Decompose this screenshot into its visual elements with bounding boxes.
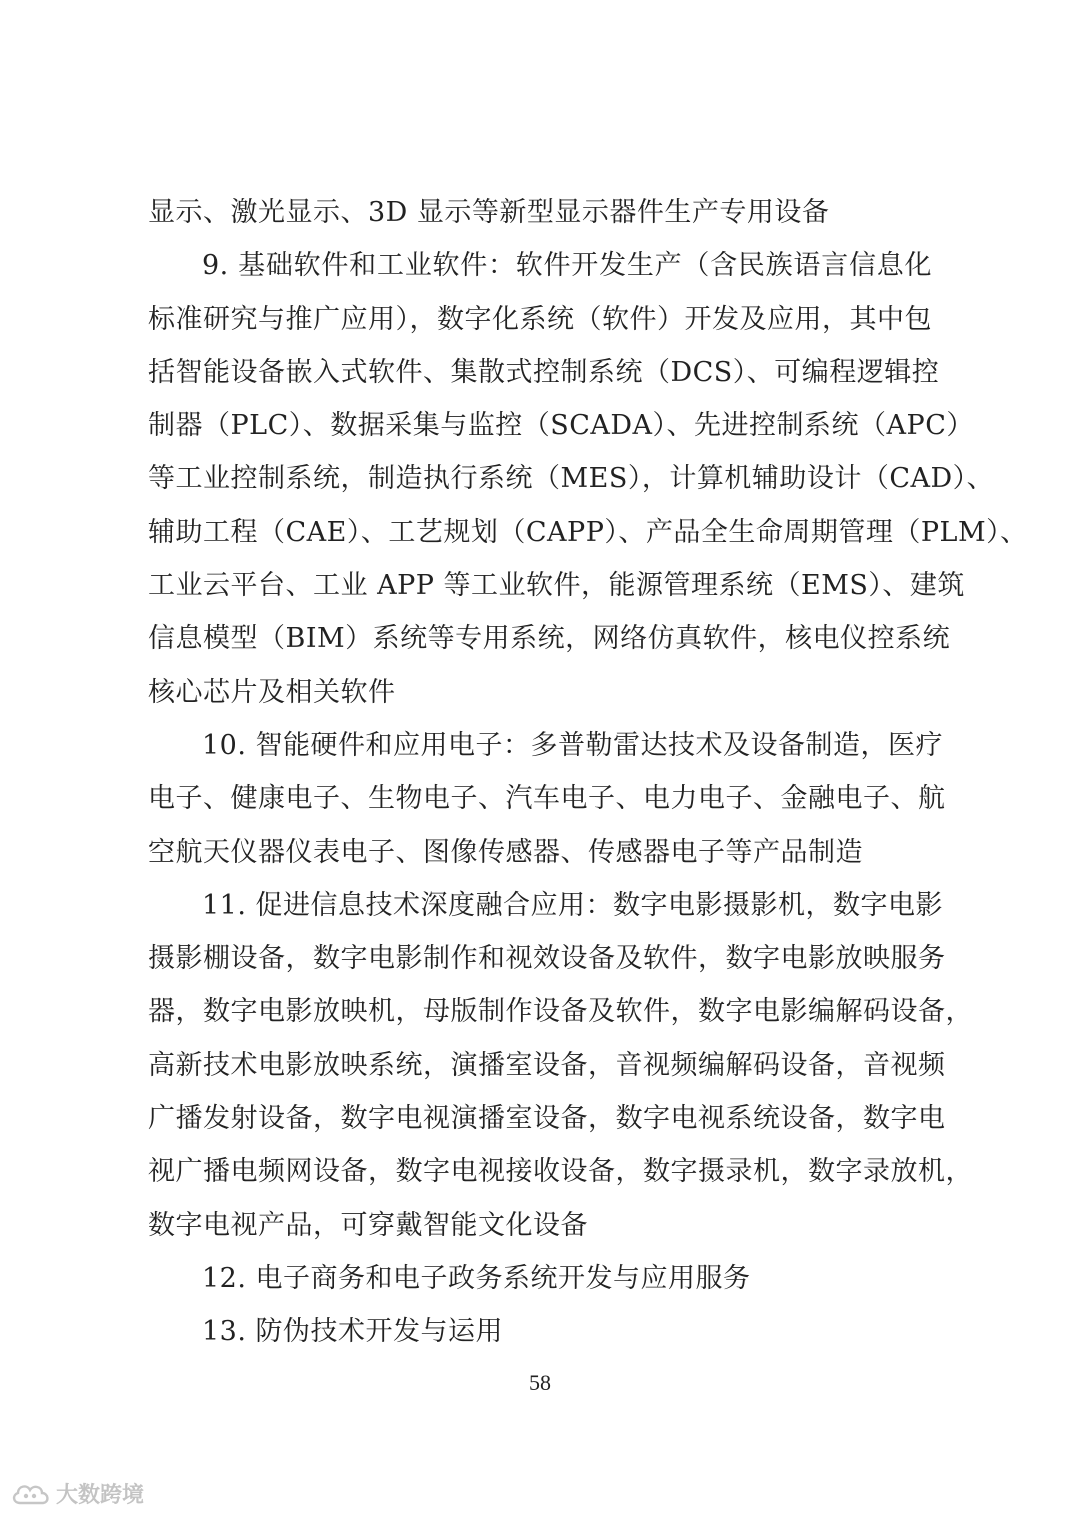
text-line: 器，数字电影放映机，母版制作设备及软件，数字电影编解码设备， — [148, 996, 973, 1028]
text-line: 电子、健康电子、生物电子、汽车电子、电力电子、金融电子、航 — [148, 783, 946, 815]
document-body — [148, 186, 1028, 1359]
watermark-text: 大数跨境 — [56, 1483, 145, 1508]
text-line: 工业云平台、工业 APP 等工业软件，能源管理系统（EMS）、建筑 — [148, 570, 965, 602]
text-line: 11. 促进信息技术深度融合应用：数字电影摄影机，数字电影 — [202, 889, 944, 921]
text-line: 等工业控制系统，制造执行系统（MES），计算机辅助设计（CAD）、 — [148, 463, 995, 495]
text-line: 摄影棚设备，数字电影制作和视效设备及软件，数字电影放映服务 — [148, 943, 946, 975]
text-line: 13. 防伪技术开发与运用 — [202, 1316, 504, 1348]
text-line: 显示、激光显示、3D 显示等新型显示器件生产专用设备 — [148, 197, 830, 228]
text-line: 标准研究与推广应用），数字化系统（软件）开发及应用，其中包 — [148, 303, 932, 335]
text-line: 核心芯片及相关软件 — [148, 676, 396, 708]
text-line: 12. 电子商务和电子政务系统开发与应用服务 — [202, 1262, 751, 1294]
text-line: 制器（PLC）、数据采集与监控（SCADA）、先进控制系统（APC） — [148, 410, 974, 442]
text-line: 数字电视产品，可穿戴智能文化设备 — [148, 1209, 588, 1241]
cloud-logo-icon — [10, 1481, 52, 1507]
watermark — [10, 1478, 144, 1509]
text-line: 高新技术电影放映系统，演播室设备，音视频编解码设备，音视频 — [148, 1049, 946, 1081]
text-line: 信息模型（BIM）系统等专用系统，网络仿真软件，核电仪控系统 — [148, 623, 951, 655]
text-line: 括智能设备嵌入式软件、集散式控制系统（DCS）、可编程逻辑控 — [148, 356, 940, 388]
text-line: 广播发射设备，数字电视演播室设备，数字电视系统设备，数字电 — [148, 1103, 946, 1135]
page-number: 58 — [529, 1370, 551, 1395]
text-line: 9. 基础软件和工业软件：软件开发生产（含民族语言信息化 — [202, 250, 932, 282]
text-line: 空航天仪器仪表电子、图像传感器、传感器电子等产品制造 — [148, 836, 863, 868]
text-line: 辅助工程（CAE）、工艺规划（CAPP）、产品全生命周期管理（PLM）、 — [148, 516, 1028, 548]
text-line: 视广播电频网设备，数字电视接收设备，数字摄录机，数字录放机， — [148, 1156, 973, 1188]
text-line: 10. 智能硬件和应用电子：多普勒雷达技术及设备制造，医疗 — [202, 729, 944, 761]
